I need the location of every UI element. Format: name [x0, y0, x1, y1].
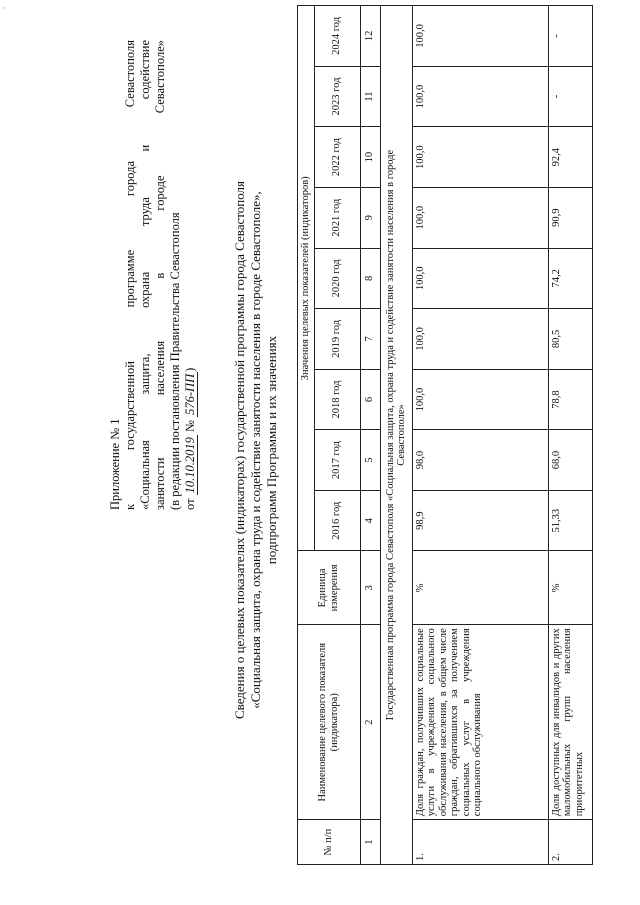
row-value: 100,0 — [412, 248, 548, 309]
header-year: 2023 год — [314, 66, 360, 127]
col-number: 8 — [360, 248, 380, 309]
row-value: 68,0 — [548, 430, 592, 491]
col-number: 11 — [360, 66, 380, 127]
program-row — [380, 6, 412, 865]
row-value: 100,0 — [412, 187, 548, 248]
row-value: 80,5 — [548, 309, 592, 370]
header-year: 2019 год — [314, 309, 360, 370]
col-number: 9 — [360, 187, 380, 248]
appendix-line: к государственной программе города Севастополя — [123, 40, 137, 510]
appendix-date-line: от 10.10.2019 № 576-ПП) — [183, 367, 197, 510]
header-num: № п/п — [298, 820, 361, 865]
header-year: 2021 год — [314, 187, 360, 248]
row-value: 98,9 — [412, 490, 548, 551]
row-unit: % — [548, 551, 592, 625]
document-title: Сведения о целевых показателях (индикаторах) государственной программы города Севастополя «Социальная защита, охрана труда и содействие занятости населения в городе Севастополе», подпрограмм Программы и их значениях — [232, 180, 279, 720]
header-year: 2018 год — [314, 369, 360, 430]
row-value: 74,2 — [548, 248, 592, 309]
column-number-row — [360, 6, 380, 865]
col-number: 10 — [360, 127, 380, 188]
row-value: 90,9 — [548, 187, 592, 248]
row-value: 100,0 — [412, 6, 548, 67]
row-name: Доля доступных для инвалидов и других маломобильных групп населения приоритетных — [548, 625, 592, 820]
program-title: Государственная программа города Севастополя «Социальная защита, охрана труда и содействие занятости населения в городе Севастополе» — [380, 6, 412, 865]
appendix-title: Приложение № 1 — [108, 418, 122, 510]
table-row — [412, 6, 548, 865]
row-value: 100,0 — [412, 66, 548, 127]
appendix-line: (в редакции постановления Правительства Севастополя — [168, 212, 182, 510]
handwritten-date: 10.10.2019 — [183, 437, 197, 494]
row-value: 100,0 — [412, 309, 548, 370]
header-year: 2024 год — [314, 6, 360, 67]
table-row — [548, 6, 592, 865]
header-year: 2022 год — [314, 127, 360, 188]
row-value: 98,0 — [412, 430, 548, 491]
row-value: - — [548, 66, 592, 127]
row-num: 1. — [412, 820, 548, 865]
header-row-1 — [298, 6, 315, 865]
header-name: Наименование целевого показателя (индикатора) — [298, 625, 361, 820]
row-value: 78,8 — [548, 369, 592, 430]
col-number: 12 — [360, 6, 380, 67]
col-number: 4 — [360, 490, 380, 551]
row-value: 100,0 — [412, 127, 548, 188]
handwritten-number: 576-ПП — [183, 373, 197, 415]
row-value: 51,33 — [548, 490, 592, 551]
col-number: 6 — [360, 369, 380, 430]
header-year: 2017 год — [314, 430, 360, 491]
header-unit: Единица измерения — [298, 551, 361, 625]
margin-mark: · — [2, 3, 5, 13]
header-year: 2020 год — [314, 248, 360, 309]
appendix-line: занятости населения в городе Севастополе» — [153, 40, 167, 510]
col-number: 5 — [360, 430, 380, 491]
row-num: 2. — [548, 820, 592, 865]
header-year: 2016 год — [314, 490, 360, 551]
indicators-table — [297, 5, 593, 865]
header-values-group: Значения целевых показателей (индикаторов) — [298, 6, 315, 552]
appendix-block — [108, 40, 198, 510]
row-value: 92,4 — [548, 127, 592, 188]
row-value: 100,0 — [412, 369, 548, 430]
row-value: - — [548, 6, 592, 67]
col-number: 7 — [360, 309, 380, 370]
col-number: 3 — [360, 551, 380, 625]
row-name: Доля граждан, получивших социальные услуги в учреждениях социального обслуживания населения, в общем числе граждан, обратившихся за получением социальных услуг в учреждения социального обслуживания — [412, 625, 548, 820]
col-number: 2 — [360, 625, 380, 820]
col-number: 1 — [360, 820, 380, 865]
appendix-line: «Социальная защита, охрана труда и содействие — [138, 40, 152, 510]
row-unit: % — [412, 551, 548, 625]
